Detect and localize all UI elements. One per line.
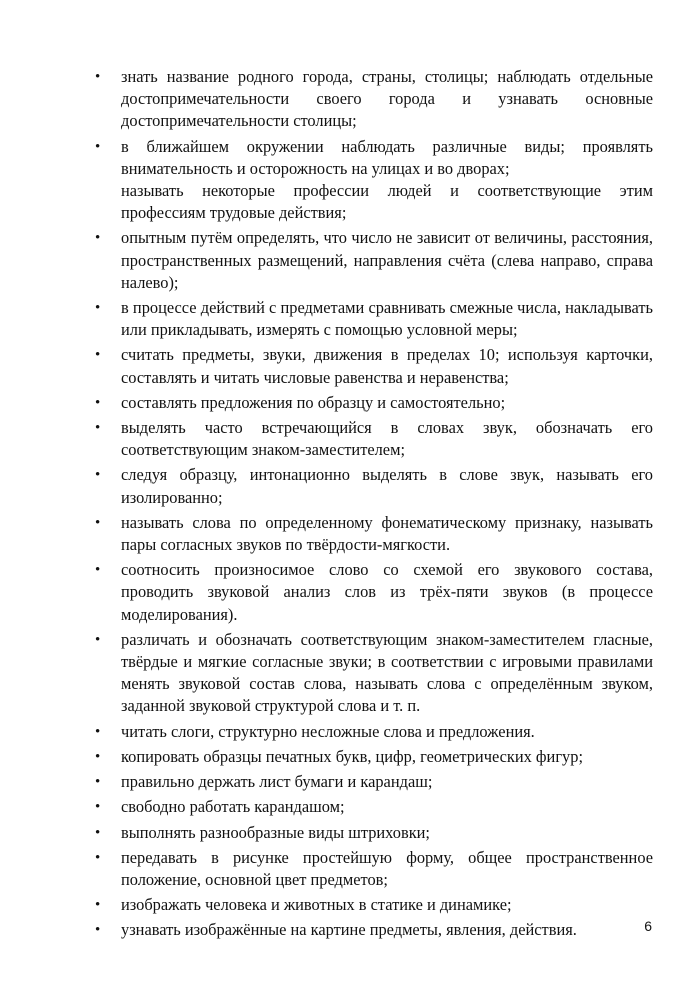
- list-item-text: в ближайшем окружении наблюдать различные виды; проявлять внимательность и осторожность на улицах и во дворах;: [121, 136, 653, 178]
- bullet-icon: •: [95, 394, 101, 411]
- requirements-list: [94, 66, 653, 945]
- bullet-icon: •: [95, 69, 101, 85]
- bullet-icon: •: [95, 347, 101, 364]
- list-item-text: в процессе действий с предметами сравнивать смежные числа, накладывать или прикладывать, измерять с помощью условной меры;: [121, 298, 653, 340]
- list-item-text: составлять предложения по образцу и самостоятельно;: [121, 392, 506, 412]
- list-item-text: читать слоги, структурно несложные слова и предложения.: [121, 721, 535, 741]
- list-item: [94, 894, 653, 916]
- bullet-icon: •: [95, 514, 101, 531]
- list-item-text: правильно держать лист бумаги и карандаш;: [121, 772, 433, 792]
- list-item: [94, 746, 653, 768]
- bullet-icon: •: [95, 774, 101, 791]
- list-item: [94, 417, 653, 461]
- list-item: [94, 464, 653, 508]
- list-item: [94, 227, 653, 294]
- bullet-icon: •: [95, 300, 101, 317]
- bullet-icon: •: [95, 467, 101, 484]
- page-number: 6: [644, 918, 652, 934]
- bullet-icon: •: [95, 138, 101, 155]
- list-item-text: считать предметы, звуки, движения в пределах 10; используя карточки, составлять и читать числовые равенства и неравенства;: [121, 345, 653, 387]
- list-item-text: узнавать изображённые на картине предметы, явления, действия.: [121, 920, 577, 940]
- bullet-icon: •: [95, 824, 101, 841]
- bullet-icon: •: [95, 799, 101, 816]
- list-item: [94, 559, 653, 626]
- bullet-icon: •: [95, 748, 101, 765]
- list-item-text: опытным путём определять, что число не зависит от величины, расстояния, пространственных размещений, направления счёта (слева направо, справа налево);: [121, 228, 653, 292]
- list-item-text: изображать человека и животных в статике и динамике;: [121, 895, 512, 915]
- bullet-icon: •: [95, 230, 101, 247]
- list-item-text: соотносить произносимое слово со схемой его звукового состава, проводить звуковой анализ слов из трёх-пяти звуков (в процессе моделирования).: [121, 560, 653, 624]
- list-item: [94, 822, 653, 844]
- list-item: [94, 796, 653, 818]
- list-item: [94, 66, 653, 133]
- list-item-text: выделять часто встречающийся в словах звук, обозначать его соответствующим знаком-заместителем;: [121, 418, 653, 460]
- list-item: [94, 344, 653, 388]
- list-item-text: копировать образцы печатных букв, цифр, геометрических фигур;: [121, 746, 583, 766]
- list-item: [94, 721, 653, 743]
- list-item-text: свободно работать карандашом;: [121, 797, 345, 817]
- list-item-text: передавать в рисунке простейшую форму, общее пространственное положение, основной цвет предметов;: [121, 847, 653, 889]
- bullet-icon: •: [95, 723, 101, 740]
- bullet-icon: •: [95, 897, 101, 914]
- list-item: [94, 919, 653, 941]
- list-item-text: выполнять разнообразные виды штриховки;: [121, 822, 430, 842]
- bullet-icon: •: [95, 922, 101, 939]
- list-item-text: знать название родного города, страны, столицы; наблюдать отдельные достопримечательности своего города и узнавать основные достопримечательности столицы;: [121, 67, 653, 131]
- list-item-text: называть слова по определенному фонематическому признаку, называть пары согласных звуков по твёрдости-мягкости.: [121, 512, 653, 555]
- list-item: [94, 629, 653, 718]
- bullet-icon: •: [95, 849, 101, 866]
- list-item: [94, 771, 653, 793]
- list-item: [94, 297, 653, 341]
- bullet-icon: •: [95, 562, 101, 579]
- list-item: [94, 136, 653, 225]
- list-item: [94, 847, 653, 891]
- bullet-icon: •: [95, 420, 101, 437]
- bullet-icon: •: [95, 631, 101, 648]
- list-item-text: следуя образцу, интонационно выделять в слове звук, называть его изолированно;: [121, 465, 653, 507]
- list-item-text: различать и обозначать соответствующим знаком-заместителем гласные, твёрдые и мягкие согласные звуки; в соответствии с игровыми правилами менять звуковой состав слова, называть слова с определённым звуком, заданной звуковой структурой слова и т. п.: [121, 629, 653, 716]
- list-item: [94, 392, 653, 414]
- list-item-text: называть некоторые профессии людей и соответствующие этим профессиям трудовые действия;: [121, 181, 653, 223]
- list-item: [94, 512, 653, 556]
